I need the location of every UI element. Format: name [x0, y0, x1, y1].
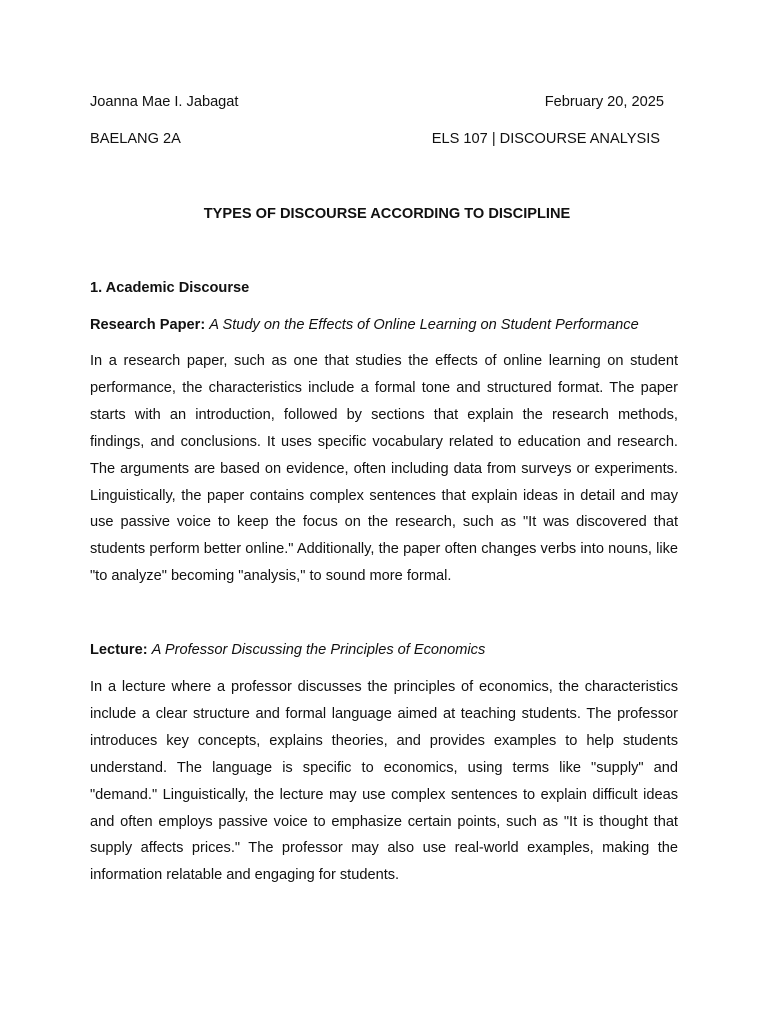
lecture-paragraph: In a lecture where a professor discusses the principles of economics, the characteristics include a clear structure and formal language aimed at teaching students. The professor introduces key concepts, explains theories, and provides examples to help students understand. The language is specific to economics, using terms like "supply" and "demand." Linguistically, the lecture may use complex sentences to explain difficult ideas and often employs passive voice to emphasize certain points, such as "It is thought that supply affects prices." The professor may also use real-world examples, making the information relatable and engaging for students. — [90, 679, 678, 884]
document-title: TYPES OF DISCOURSE ACCORDING TO DISCIPLINE — [203, 206, 571, 222]
header-row-author-date — [90, 92, 678, 112]
research-paper-paragraph: In a research paper, such as one that studies the effects of online learning on student performance, the characteristics include a formal tone and structured format. The paper starts with an introduction, followed by sections that explain the research methods, findings, and conclusions. It uses specific vocabulary related to education and research. The arguments are based on evidence, often including data from surveys or experiments. Linguistically, the paper contains complex sentences that explain ideas in detail and may use passive voice to keep the focus on the research, such as "It was discovered that students perform better online." Additionally, the paper often changes verbs into nouns, like "to analyze" becoming "analysis," to sound more formal. — [90, 353, 678, 585]
document-date: February 20, 2025 — [544, 94, 664, 110]
header-row-section-course — [90, 129, 678, 149]
research-paper-subheading — [90, 315, 678, 335]
lecture-topic: A Professor Discussing the Principles of Economics — [151, 642, 486, 658]
lecture-label: Lecture: — [90, 642, 148, 658]
course-name: ELS 107 | DISCOURSE ANALYSIS — [431, 131, 660, 147]
lecture-subheading — [90, 640, 678, 660]
research-paper-topic: A Study on the Effects of Online Learning on Student Performance — [209, 317, 639, 333]
class-section: BAELANG 2A — [90, 131, 181, 147]
research-paper-label: Research Paper: — [90, 317, 206, 333]
author-name: Joanna Mae I. Jabagat — [90, 94, 239, 110]
section-heading-academic: 1. Academic Discourse — [90, 280, 250, 296]
